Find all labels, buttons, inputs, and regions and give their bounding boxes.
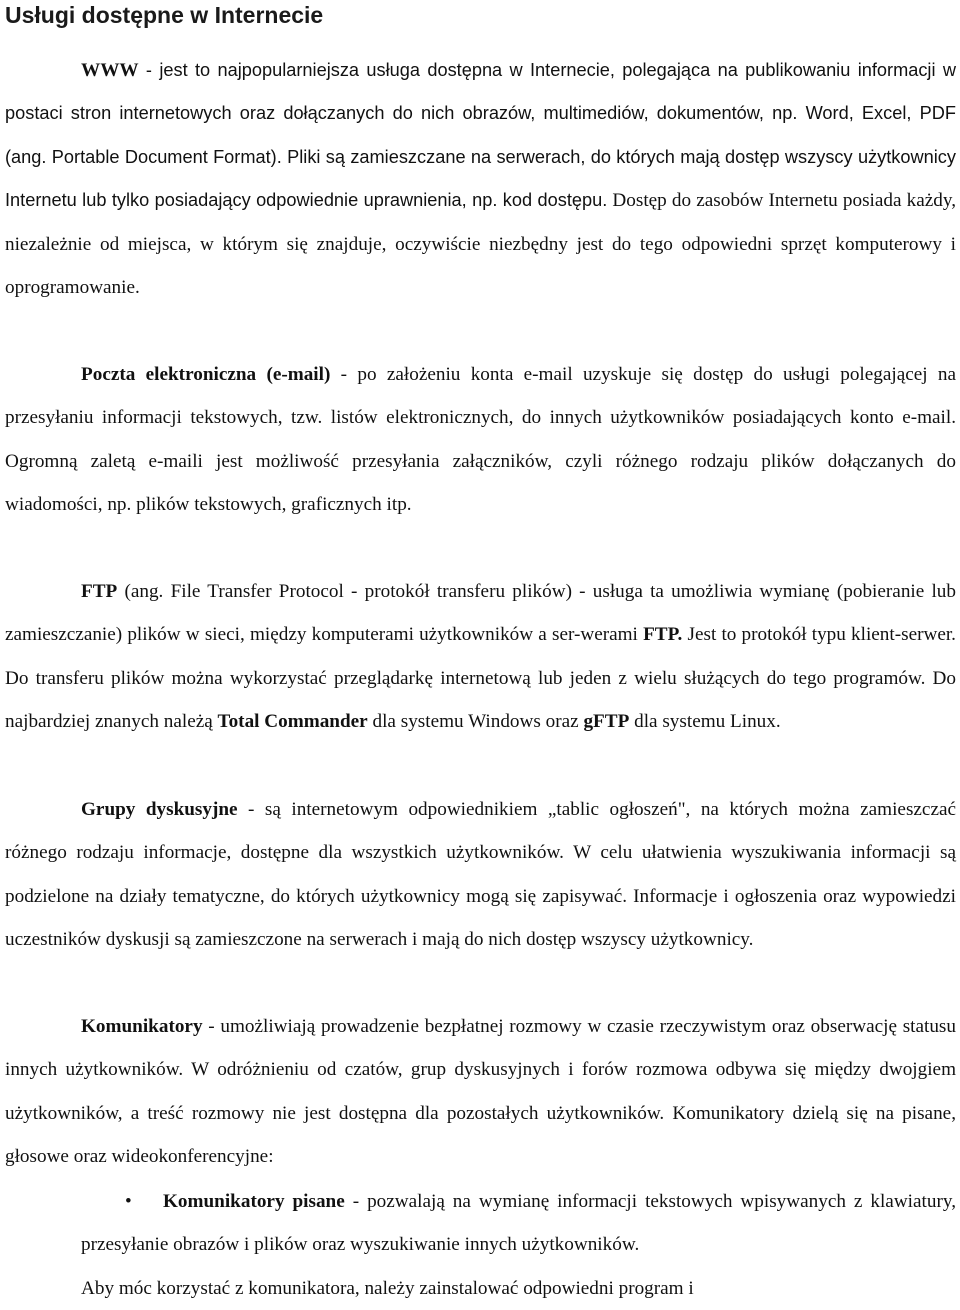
paragraph-messengers — [5, 1005, 956, 1179]
term-ftp: FTP — [81, 581, 118, 602]
term-groups: Grupy dyskusyjne — [81, 799, 238, 820]
term-gftp: gFTP — [583, 711, 630, 733]
paragraph-email — [5, 353, 956, 527]
paragraph-www — [5, 49, 956, 309]
bullet-text — [81, 1180, 956, 1267]
email-text: - po założeniu konta e-mail uzyskuje się dostęp do usługi polegającej na przesyłaniu informacji tekstowych, tzw. listów elektronicznych, do innych użytkowników posiadających konto e-mail. Ogromną zaletą e-maili jest możliwość przesyłania załączników, czyli różnego rodzaju plików dołączanych do wiadomości, np. plików tekstowych, graficznych itp. — [5, 364, 956, 516]
paragraph-last-line — [5, 1267, 956, 1310]
ftp-text-1: (ang. File Transfer Protocol - protokół transferu plików) - usługa ta umożliwia wymianę (pobieranie lub zamieszczanie) plików w sieci, między komputerami użytkowników a ser-werami — [5, 581, 956, 646]
term-ftp-2: FTP. — [643, 624, 683, 646]
ftp-text-4: dla systemu Linux. — [629, 711, 781, 733]
messengers-text: - umożliwiają prowadzenie bezpłatnej rozmowy w czasie rzeczywistym oraz obserwację statusu innych użytkowników. W odróżnieniu od czatów, grup dyskusyjnych i forów rozmowa odbywa się między dwojgiem użytkowników, a treść rozmowy nie jest dostępna dla pozostałych użytkowników. Komunikatory dzielą się na pisane, głosowe oraz wideokonferencyjne: — [5, 1016, 956, 1168]
www-text-serif: Dostęp do zasobów Internetu posiada każdy, niezależnie od miejsca, w którym się znajduje, oczywiście niezbędny jest do tego odpowiedni sprzęt komputerowy i oprogramowanie. — [5, 190, 956, 299]
term-email: Poczta elektroniczna (e-mail) — [81, 364, 331, 385]
last-line-text: Aby móc korzystać z komunikatora, należy zainstalować odpowiedni program i — [81, 1278, 694, 1299]
term-total-commander: Total Commander — [217, 711, 368, 733]
page-title: Usługi dostępne w Internecie — [5, 2, 324, 28]
ftp-text-2: Jest to protokół typu klient-serwer. Do transferu plików można wykorzystać przeglądarkę internetową lub jeden z wielu służących do tego programów. Do najbardziej znanych należą — [5, 624, 956, 733]
term-written-messengers: Komunikatory pisane — [163, 1191, 345, 1212]
bullet-list-item — [5, 1180, 956, 1267]
term-www: WWW — [81, 60, 139, 81]
www-text-sans: - jest to najpopularniejsza usługa dostępna w Internecie, polegająca na publikowaniu informacji w postaci stron internetowych oraz dołączanych do nich obrazów, multimediów, dokumentów, np. Word, Excel, PDF (ang. Portable Document Format). Pliki są zamieszczane na serwerach, do których mają dostęp wszyscy użytkownicy Internetu lub tylko posiadający odpowiednie uprawnienia, np. kod dostępu. — [5, 60, 956, 211]
groups-text: - są internetowym odpowiednikiem „tablic ogłoszeń", na których można zamieszczać różnego rodzaju informacje, dostępne dla wszystkich użytkowników. W celu ułatwienia wyszukiwania informacji są podzielone na działy tematyczne, do których użytkownicy mogą się zapisywać. Informacje i ogłoszenia oraz wypowiedzi uczestników dyskusji są zamieszczone na serwerach i mają do nich dostęp wszyscy użytkownicy. — [5, 799, 956, 951]
paragraph-ftp — [5, 570, 956, 744]
ftp-text-3: dla systemu Windows oraz — [367, 711, 584, 733]
bullet-icon: • — [125, 1191, 132, 1212]
term-messengers: Komunikatory — [81, 1016, 203, 1037]
bullet-description: - pozwalają na wymianę informacji tekstowych wpisywanych z klawiatury, przesyłanie obrazów i plików oraz wyszukiwanie innych użytkowników. — [81, 1191, 956, 1256]
paragraph-groups — [5, 788, 956, 962]
